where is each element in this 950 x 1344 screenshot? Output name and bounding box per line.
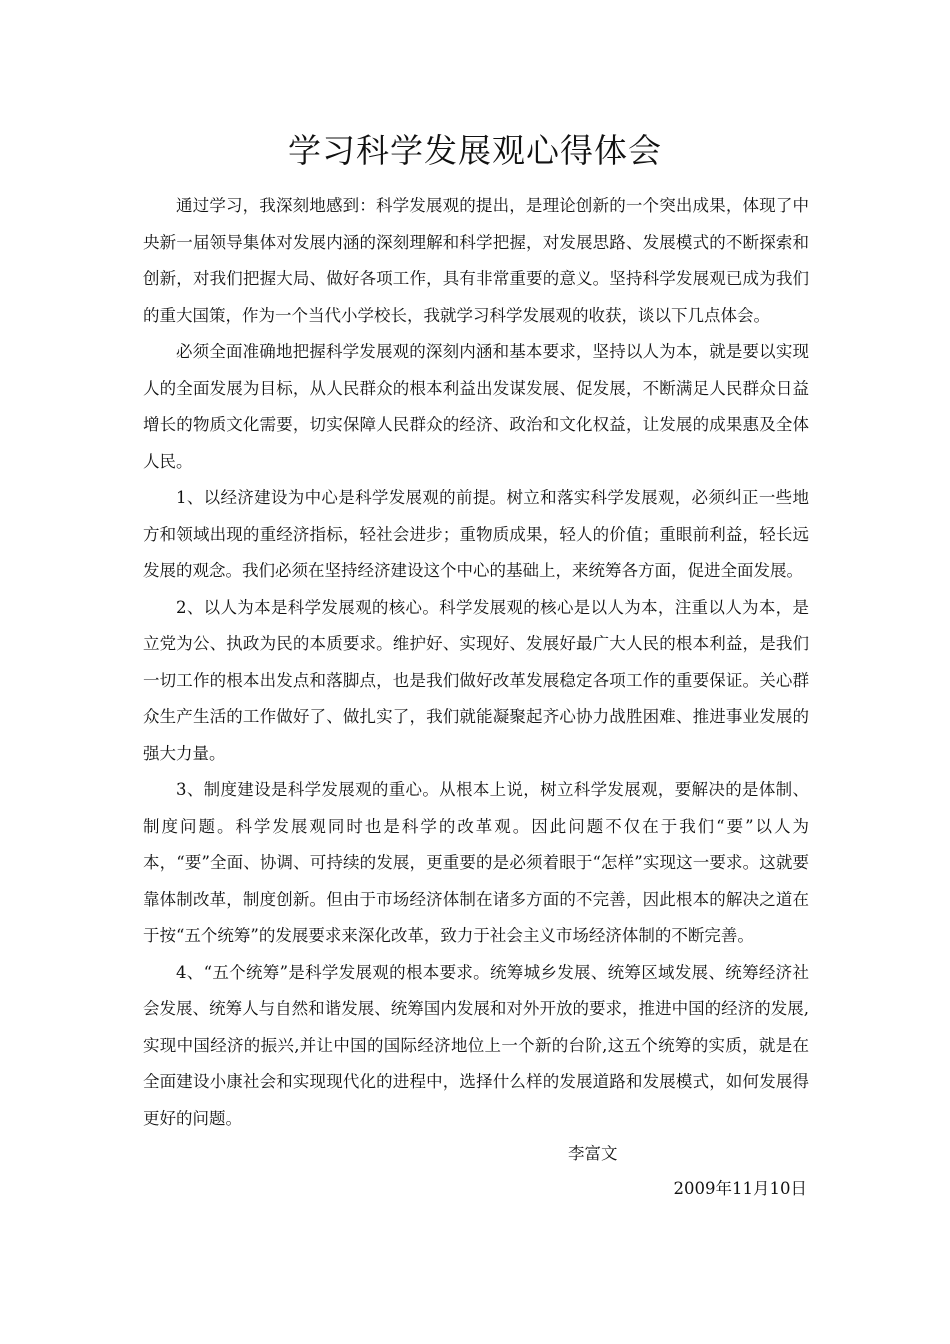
paragraph-point-1: 1、以经济建设为中心是科学发展观的前提。树立和落实科学发展观，必须纠正一些地方和领域出现的重经济指标，轻社会进步；重物质成果，轻人的价值；重眼前利益，轻长远发展的观念。我们必须在坚持经济建设这个中心的基础上，来统筹各方面，促进全面发展。 bbox=[143, 488, 809, 580]
author-signature: 李富文 bbox=[568, 1144, 618, 1163]
document-body bbox=[143, 188, 809, 1137]
paragraph-point-4: 4、“五个统筹”是科学发展观的根本要求。统筹城乡发展、统筹区域发展、统筹经济社会发展、统筹人与自然和谐发展、统筹国内发展和对外开放的要求，推进中国的经济的发展,实现中国经济的振兴,并让中国的国际经济地位上一个新的台阶,这五个统筹的实质，就是在全面建设小康社会和实现现代化的进程中，选择什么样的发展道路和发展模式，如何发展得更好的问题。 bbox=[143, 962, 809, 1128]
paragraph-point-3: 3、制度建设是科学发展观的重心。从根本上说，树立科学发展观，要解决的是体制、制度问题。科学发展观同时也是科学的改革观。因此问题不仅在于我们“要”以人为本，“要”全面、协调、可持续的发展，更重要的是必须着眼于“怎样”实现这一要求。这就要靠体制改革，制度创新。但由于市场经济体制在诸多方面的不完善，因此根本的解决之道在于按“五个统筹”的发展要求来深化改革，致力于社会主义市场经济体制的不断完善。 bbox=[143, 780, 809, 945]
signature-date: 2009年11月10日 bbox=[673, 1179, 807, 1198]
paragraph-requirement: 必须全面准确地把握科学发展观的深刻内涵和基本要求，坚持以人为本，就是要以实现人的全面发展为目标，从人民群众的根本利益出发谋发展、促发展，不断满足人民群众日益增长的物质文化需要，切实保障人民群众的经济、政治和文化权益，让发展的成果惠及全体人民。 bbox=[143, 342, 809, 471]
paragraph-intro: 通过学习，我深刻地感到：科学发展观的提出，是理论创新的一个突出成果，体现了中央新一届领导集体对发展内涵的深刻理解和科学把握，对发展思路、发展模式的不断探索和创新，对我们把握大局、做好各项工作，具有非常重要的意义。坚持科学发展观已成为我们的重大国策，作为一个当代小学校长，我就学习科学发展观的收获，谈以下几点体会。 bbox=[143, 196, 809, 325]
document-title: 学习科学发展观心得体会 bbox=[288, 131, 662, 170]
paragraph-point-2: 2、以人为本是科学发展观的核心。科学发展观的核心是以人为本，注重以人为本，是立党为公、执政为民的本质要求。维护好、实现好、发展好最广大人民的根本利益，是我们一切工作的根本出发点和落脚点，也是我们做好改革发展稳定各项工作的重要保证。关心群众生产生活的工作做好了、做扎实了，我们就能凝聚起齐心协力战胜困难、推进事业发展的强大力量。 bbox=[143, 597, 809, 763]
